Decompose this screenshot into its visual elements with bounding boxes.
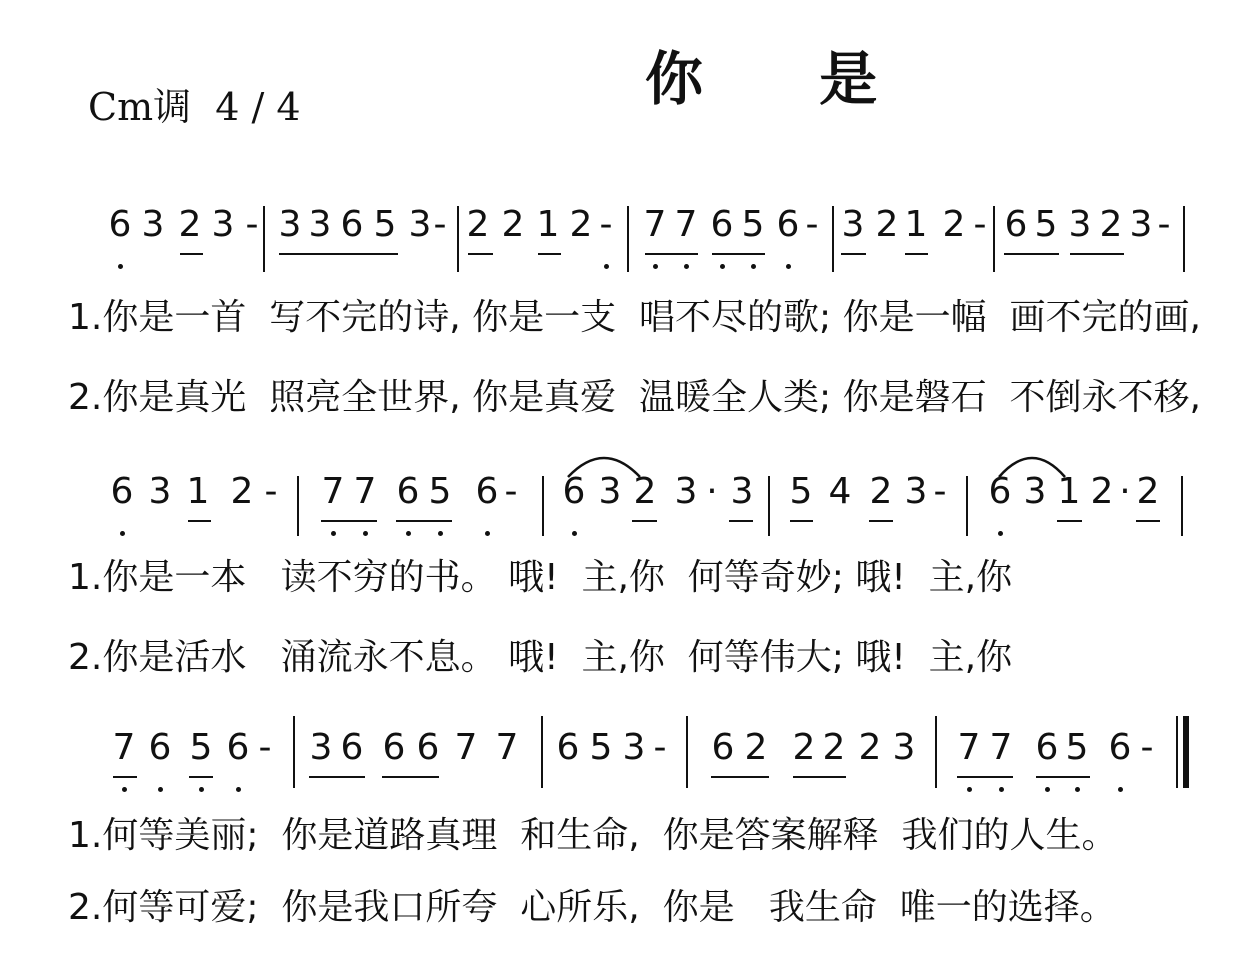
note: 6: [1108, 727, 1132, 768]
bar-line: [1183, 716, 1189, 788]
note: 5: [189, 727, 213, 768]
low-octave-dot: [118, 264, 123, 269]
note: 7: [989, 727, 1013, 768]
note: 3: [148, 471, 172, 512]
eighth-underline: [279, 253, 398, 255]
slur: [997, 449, 1067, 479]
eighth-underline: [309, 776, 365, 778]
note: 1: [536, 204, 560, 245]
note: 6: [1004, 204, 1028, 245]
low-octave-dot: [363, 531, 368, 536]
eighth-underline: [321, 520, 377, 522]
eighth-underline: [468, 253, 493, 255]
eighth-underline: [1036, 776, 1090, 778]
note: 3: [622, 727, 646, 768]
final-bar-line-thin: [1176, 716, 1178, 788]
bar-line: [768, 476, 770, 536]
dash-extension: -: [973, 204, 987, 245]
eighth-underline: [841, 253, 866, 255]
note: 6: [382, 727, 406, 768]
note: 3: [408, 204, 432, 245]
eighth-underline: [632, 520, 657, 522]
eighth-underline: [1070, 253, 1124, 255]
note: 2: [1090, 471, 1114, 512]
note: 6: [988, 471, 1012, 512]
note: 3: [1068, 204, 1092, 245]
note: 1: [904, 204, 928, 245]
dash-extension: -: [245, 204, 259, 245]
eighth-underline: [905, 253, 928, 255]
note: 3: [892, 727, 916, 768]
bar-line: [297, 476, 299, 536]
dash-extension: -: [653, 727, 667, 768]
note: 2: [230, 471, 254, 512]
low-octave-dot: [751, 264, 756, 269]
note: 5: [589, 727, 613, 768]
bar-line: [541, 716, 543, 788]
dash-extension: -: [1157, 204, 1171, 245]
note: 6: [475, 471, 499, 512]
lyric-verse-2: 2.你是真光 照亮全世界, 你是真爱 温暖全人类; 你是磐石 不倒永不移,: [68, 377, 1201, 418]
low-octave-dot: [158, 787, 163, 792]
note: 2: [1099, 204, 1123, 245]
note: 2: [633, 471, 657, 512]
note: 6: [556, 727, 580, 768]
bar-line: [457, 206, 459, 272]
note: 5: [373, 204, 397, 245]
note: 5: [428, 471, 452, 512]
note: 2: [858, 727, 882, 768]
dash-extension: -: [805, 204, 819, 245]
note: 2: [792, 727, 816, 768]
note: 3: [674, 471, 698, 512]
note: 1: [1057, 471, 1081, 512]
note: 6: [226, 727, 250, 768]
low-octave-dot: [999, 787, 1004, 792]
note: 3: [309, 727, 333, 768]
bar-line: [1181, 476, 1183, 536]
lyric-verse-1: 1.你是一首 写不完的诗, 你是一支 唱不尽的歌; 你是一幅 画不完的画,: [68, 297, 1201, 338]
lyric-verse-2: 2.何等可爱; 你是我口所夸 心所乐, 你是 我生命 唯一的选择。: [68, 887, 1116, 928]
eighth-underline: [180, 253, 203, 255]
eighth-underline: [712, 253, 765, 255]
note: 3: [1129, 204, 1153, 245]
low-octave-dot: [786, 264, 791, 269]
dash-extension: -: [258, 727, 272, 768]
note: 7: [321, 471, 345, 512]
bar-line: [832, 206, 834, 272]
dot-extension: ·: [1119, 471, 1131, 512]
note: 1: [186, 471, 210, 512]
note: 4: [828, 471, 852, 512]
low-octave-dot: [406, 531, 411, 536]
eighth-underline: [869, 520, 893, 522]
note: 3: [730, 471, 754, 512]
low-octave-dot: [604, 264, 609, 269]
note: 2: [869, 471, 893, 512]
note: 2: [569, 204, 593, 245]
eighth-underline: [645, 253, 698, 255]
note: 6: [108, 204, 132, 245]
note: 6: [711, 727, 735, 768]
note: 6: [340, 727, 364, 768]
note: 5: [741, 204, 765, 245]
note: 3: [308, 204, 332, 245]
low-octave-dot: [122, 787, 127, 792]
bar-line: [293, 716, 295, 788]
note: 6: [710, 204, 734, 245]
dot-extension: ·: [706, 471, 718, 512]
note: 3: [598, 471, 622, 512]
eighth-underline: [729, 520, 753, 522]
low-octave-dot: [720, 264, 725, 269]
note: 5: [789, 471, 813, 512]
note: 7: [353, 471, 377, 512]
low-octave-dot: [998, 531, 1003, 536]
note: 3: [841, 204, 865, 245]
note: 7: [674, 204, 698, 245]
note: 5: [1034, 204, 1058, 245]
eighth-underline: [189, 776, 213, 778]
slur: [566, 449, 642, 479]
eighth-underline: [793, 776, 846, 778]
eighth-underline: [538, 253, 561, 255]
eighth-underline: [113, 776, 137, 778]
bar-line: [263, 206, 265, 272]
note: 5: [1065, 727, 1089, 768]
dash-extension: -: [933, 471, 947, 512]
bar-line: [966, 476, 968, 536]
note: 6: [416, 727, 440, 768]
dash-extension: -: [599, 204, 613, 245]
eighth-underline: [790, 520, 813, 522]
low-octave-dot: [438, 531, 443, 536]
note: 3: [211, 204, 235, 245]
note: 6: [1035, 727, 1059, 768]
dash-extension: -: [433, 204, 447, 245]
eighth-underline: [382, 776, 439, 778]
note: 7: [495, 727, 519, 768]
lyric-verse-1: 1.何等美丽; 你是道路真理 和生命, 你是答案解释 我们的人生。: [68, 815, 1118, 856]
bar-line: [1183, 206, 1185, 272]
dash-extension: -: [264, 471, 278, 512]
note: 2: [744, 727, 768, 768]
note: 6: [396, 471, 420, 512]
note: 6: [340, 204, 364, 245]
note: 6: [110, 471, 134, 512]
low-octave-dot: [653, 264, 658, 269]
low-octave-dot: [1075, 787, 1080, 792]
note: 2: [822, 727, 846, 768]
low-octave-dot: [120, 531, 125, 536]
bar-line: [935, 716, 937, 788]
low-octave-dot: [684, 264, 689, 269]
note: 3: [1023, 471, 1047, 512]
low-octave-dot: [1118, 787, 1123, 792]
dash-extension: -: [504, 471, 518, 512]
note: 7: [957, 727, 981, 768]
note: 2: [178, 204, 202, 245]
note: 2: [942, 204, 966, 245]
low-octave-dot: [485, 531, 490, 536]
note: 7: [454, 727, 478, 768]
note: 2: [875, 204, 899, 245]
note: 2: [466, 204, 490, 245]
eighth-underline: [1004, 253, 1059, 255]
eighth-underline: [711, 776, 769, 778]
low-octave-dot: [1045, 787, 1050, 792]
low-octave-dot: [967, 787, 972, 792]
note: 7: [643, 204, 667, 245]
note: 3: [904, 471, 928, 512]
note: 3: [278, 204, 302, 245]
bar-line: [686, 716, 688, 788]
bar-line: [542, 476, 544, 536]
low-octave-dot: [236, 787, 241, 792]
eighth-underline: [188, 520, 211, 522]
low-octave-dot: [199, 787, 204, 792]
bar-line: [993, 206, 995, 272]
note: 2: [1136, 471, 1160, 512]
key-signature: Cm调 4 / 4: [88, 85, 301, 129]
eighth-underline: [1057, 520, 1082, 522]
lyric-verse-2: 2.你是活水 涌流永不息。 哦! 主,你 何等伟大; 哦! 主,你: [68, 637, 1013, 678]
note: 6: [776, 204, 800, 245]
note: 6: [148, 727, 172, 768]
dash-extension: -: [1140, 727, 1154, 768]
note: 3: [141, 204, 165, 245]
note: 6: [562, 471, 586, 512]
eighth-underline: [396, 520, 452, 522]
bar-line: [627, 206, 629, 272]
lyric-verse-1: 1.你是一本 读不穷的书。 哦! 主,你 何等奇妙; 哦! 主,你: [68, 557, 1013, 598]
low-octave-dot: [572, 531, 577, 536]
eighth-underline: [1136, 520, 1160, 522]
note: 2: [501, 204, 525, 245]
low-octave-dot: [331, 531, 336, 536]
note: 7: [112, 727, 136, 768]
eighth-underline: [957, 776, 1013, 778]
song-title: 你 是: [645, 45, 926, 113]
